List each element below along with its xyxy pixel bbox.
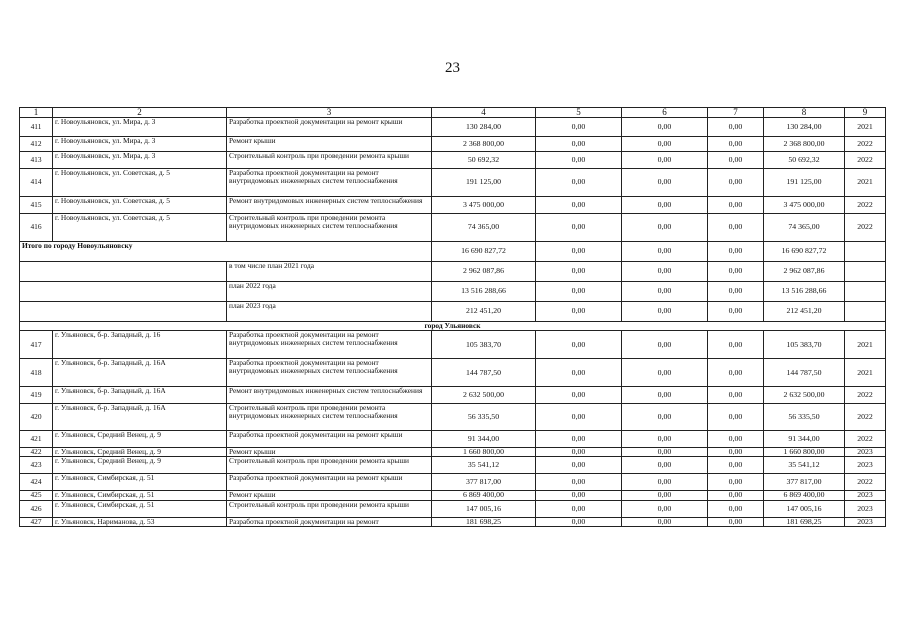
col-header: 9 xyxy=(845,108,886,118)
total-cost-cell: 2 632 500,00 xyxy=(432,387,536,404)
address-cell: г. Новоульяновск, ул. Мира, д. 3 xyxy=(53,152,227,169)
cost-col8-cell: 91 344,00 xyxy=(764,431,845,448)
work-type-cell: Строительный контроль при проведении ремонта крыши xyxy=(227,500,432,517)
cost-col7-cell: 0,00 xyxy=(708,169,764,197)
cost-col5-cell: 0,00 xyxy=(536,517,622,526)
cost-col7-cell: 0,00 xyxy=(708,431,764,448)
year-cell: 2022 xyxy=(845,387,886,404)
row-number: 412 xyxy=(20,137,53,152)
cost-col7-cell: 0,00 xyxy=(708,118,764,137)
cost-col8-cell: 16 690 827,72 xyxy=(764,242,845,262)
cost-col5-cell: 0,00 xyxy=(536,214,622,242)
total-cost-cell: 105 383,70 xyxy=(432,331,536,359)
col-header: 6 xyxy=(622,108,708,118)
cost-col6-cell: 0,00 xyxy=(622,118,708,137)
row-number: 424 xyxy=(20,474,53,491)
cost-col6-cell: 0,00 xyxy=(622,359,708,387)
cost-col7-cell: 0,00 xyxy=(708,282,764,302)
table-row xyxy=(20,491,886,500)
work-type-cell: Строительный контроль при проведении ремонта внутридомовых инженерных систем теплоснабжения xyxy=(227,404,432,431)
work-type-cell: Ремонт крыши xyxy=(227,137,432,152)
cost-col5-cell: 0,00 xyxy=(536,197,622,214)
work-type-cell: Ремонт крыши xyxy=(227,448,432,457)
cost-col6-cell: 0,00 xyxy=(622,474,708,491)
cost-col6-cell: 0,00 xyxy=(622,387,708,404)
year-cell: 2023 xyxy=(845,491,886,500)
cost-col5-cell: 0,00 xyxy=(536,262,622,282)
cost-col8-cell: 1 660 800,00 xyxy=(764,448,845,457)
table-row xyxy=(20,359,886,387)
capital-repair-table xyxy=(19,107,886,527)
cost-col5-cell: 0,00 xyxy=(536,169,622,197)
blank-cell xyxy=(845,242,886,262)
cost-col6-cell: 0,00 xyxy=(622,404,708,431)
work-type-cell: Разработка проектной документации на ремонт внутридомовых инженерных систем теплоснабжения xyxy=(227,359,432,387)
cost-col6-cell: 0,00 xyxy=(622,491,708,500)
cost-col6-cell: 0,00 xyxy=(622,282,708,302)
cost-col5-cell: 0,00 xyxy=(536,137,622,152)
cost-col5-cell: 0,00 xyxy=(536,152,622,169)
work-type-cell: Разработка проектной документации на ремонт внутридомовых инженерных систем теплоснабжения xyxy=(227,331,432,359)
cost-col7-cell: 0,00 xyxy=(708,404,764,431)
cost-col8-cell: 56 335,50 xyxy=(764,404,845,431)
blank-cell xyxy=(845,262,886,282)
work-type-cell: Разработка проектной документации на ремонт крыши xyxy=(227,431,432,448)
table-row xyxy=(20,474,886,491)
address-cell: г. Новоульяновск, ул. Советская, д. 5 xyxy=(53,169,227,197)
total-cost-cell: 6 869 400,00 xyxy=(432,491,536,500)
cost-col8-cell: 6 869 400,00 xyxy=(764,491,845,500)
col-header: 4 xyxy=(432,108,536,118)
cost-col8-cell: 50 692,32 xyxy=(764,152,845,169)
cost-col6-cell: 0,00 xyxy=(622,169,708,197)
address-cell: г. Ульяновск, Нариманова, д. 53 xyxy=(53,517,227,526)
table-row xyxy=(20,387,886,404)
cost-col8-cell: 147 005,16 xyxy=(764,500,845,517)
row-number: 419 xyxy=(20,387,53,404)
cost-col6-cell: 0,00 xyxy=(622,302,708,322)
table-row xyxy=(20,137,886,152)
total-cost-cell: 191 125,00 xyxy=(432,169,536,197)
year-cell: 2023 xyxy=(845,448,886,457)
cost-col7-cell: 0,00 xyxy=(708,500,764,517)
cost-col5-cell: 0,00 xyxy=(536,282,622,302)
col-header: 2 xyxy=(53,108,227,118)
address-cell: г. Новоульяновск, ул. Мира, д. 3 xyxy=(53,118,227,137)
table-row xyxy=(20,517,886,526)
blank-cell xyxy=(845,282,886,302)
address-cell: г. Ульяновск, Симбирская, д. 51 xyxy=(53,500,227,517)
cost-col6-cell: 0,00 xyxy=(622,152,708,169)
total-cost-cell: 50 692,32 xyxy=(432,152,536,169)
row-number: 414 xyxy=(20,169,53,197)
address-cell: г. Ульяновск, б-р. Западный, д. 16А xyxy=(53,404,227,431)
cost-col6-cell: 0,00 xyxy=(622,197,708,214)
table-row xyxy=(20,169,886,197)
totals-sublabel: план 2023 года xyxy=(227,302,432,322)
cost-col5-cell: 0,00 xyxy=(536,404,622,431)
work-type-cell: Разработка проектной документации на ремонт крыши xyxy=(227,474,432,491)
total-cost-cell: 35 541,12 xyxy=(432,457,536,474)
address-cell: г. Новоульяновск, ул. Советская, д. 5 xyxy=(53,214,227,242)
blank-cell xyxy=(20,302,227,322)
table-row xyxy=(20,457,886,474)
page-number: 23 xyxy=(445,60,460,76)
cost-col8-cell: 35 541,12 xyxy=(764,457,845,474)
work-type-cell: Разработка проектной документации на ремонт внутридомовых инженерных систем теплоснабжения xyxy=(227,169,432,197)
cost-col6-cell: 0,00 xyxy=(622,431,708,448)
cost-col5-cell: 0,00 xyxy=(536,359,622,387)
work-type-cell: Строительный контроль при проведении ремонта внутридомовых инженерных систем теплоснабжения xyxy=(227,214,432,242)
total-cost-cell: 13 516 288,66 xyxy=(432,282,536,302)
cost-col5-cell: 0,00 xyxy=(536,500,622,517)
row-number: 413 xyxy=(20,152,53,169)
cost-col6-cell: 0,00 xyxy=(622,137,708,152)
address-cell: г. Ульяновск, б-р. Западный, д. 16А xyxy=(53,359,227,387)
address-cell: г. Ульяновск, б-р. Западный, д. 16А xyxy=(53,387,227,404)
cost-col7-cell: 0,00 xyxy=(708,448,764,457)
total-cost-cell: 144 787,50 xyxy=(432,359,536,387)
table-row xyxy=(20,214,886,242)
table-body xyxy=(20,108,886,527)
blank-cell xyxy=(20,262,227,282)
col-header: 8 xyxy=(764,108,845,118)
cost-col5-cell: 0,00 xyxy=(536,474,622,491)
cost-col7-cell: 0,00 xyxy=(708,242,764,262)
year-cell: 2023 xyxy=(845,457,886,474)
year-cell: 2022 xyxy=(845,431,886,448)
cost-col5-cell: 0,00 xyxy=(536,491,622,500)
year-cell: 2022 xyxy=(845,214,886,242)
table-row xyxy=(20,331,886,359)
cost-col8-cell: 2 962 087,86 xyxy=(764,262,845,282)
blank-cell xyxy=(20,282,227,302)
table-row xyxy=(20,431,886,448)
year-cell: 2021 xyxy=(845,169,886,197)
table-row xyxy=(20,448,886,457)
address-cell: г. Ульяновск, Симбирская, д. 51 xyxy=(53,474,227,491)
table-row xyxy=(20,118,886,137)
cost-col8-cell: 130 284,00 xyxy=(764,118,845,137)
cost-col5-cell: 0,00 xyxy=(536,431,622,448)
cost-col6-cell: 0,00 xyxy=(622,331,708,359)
table-row xyxy=(20,404,886,431)
year-cell: 2022 xyxy=(845,404,886,431)
col-header: 5 xyxy=(536,108,622,118)
total-cost-cell: 212 451,20 xyxy=(432,302,536,322)
cost-col8-cell: 191 125,00 xyxy=(764,169,845,197)
cost-col7-cell: 0,00 xyxy=(708,197,764,214)
cost-col8-cell: 3 475 000,00 xyxy=(764,197,845,214)
cost-col7-cell: 0,00 xyxy=(708,491,764,500)
address-cell: г. Ульяновск, Средний Венец, д. 9 xyxy=(53,457,227,474)
work-type-cell: Строительный контроль при проведении ремонта крыши xyxy=(227,457,432,474)
year-cell: 2023 xyxy=(845,500,886,517)
total-cost-cell: 130 284,00 xyxy=(432,118,536,137)
row-number: 416 xyxy=(20,214,53,242)
total-cost-cell: 16 690 827,72 xyxy=(432,242,536,262)
col-header: 3 xyxy=(227,108,432,118)
cost-col5-cell: 0,00 xyxy=(536,302,622,322)
cost-col8-cell: 212 451,20 xyxy=(764,302,845,322)
total-cost-cell: 377 817,00 xyxy=(432,474,536,491)
total-cost-cell: 1 660 800,00 xyxy=(432,448,536,457)
cost-col6-cell: 0,00 xyxy=(622,457,708,474)
cost-col6-cell: 0,00 xyxy=(622,517,708,526)
cost-col8-cell: 74 365,00 xyxy=(764,214,845,242)
table-row xyxy=(20,500,886,517)
cost-col7-cell: 0,00 xyxy=(708,331,764,359)
total-cost-cell: 2 962 087,86 xyxy=(432,262,536,282)
row-number: 420 xyxy=(20,404,53,431)
address-cell: г. Ульяновск, Симбирская, д. 51 xyxy=(53,491,227,500)
total-cost-cell: 147 005,16 xyxy=(432,500,536,517)
cost-col8-cell: 2 368 800,00 xyxy=(764,137,845,152)
cost-col8-cell: 144 787,50 xyxy=(764,359,845,387)
row-number: 426 xyxy=(20,500,53,517)
work-type-cell: Ремонт внутридомовых инженерных систем теплоснабжения xyxy=(227,387,432,404)
address-cell: г. Новоульяновск, ул. Советская, д. 5 xyxy=(53,197,227,214)
city-section-title: город Ульяновск xyxy=(20,322,886,331)
cost-col6-cell: 0,00 xyxy=(622,448,708,457)
work-type-cell: Ремонт крыши xyxy=(227,491,432,500)
row-number: 415 xyxy=(20,197,53,214)
year-cell: 2022 xyxy=(845,137,886,152)
cost-col8-cell: 181 698,25 xyxy=(764,517,845,526)
cost-col6-cell: 0,00 xyxy=(622,500,708,517)
cost-col6-cell: 0,00 xyxy=(622,262,708,282)
cost-col5-cell: 0,00 xyxy=(536,448,622,457)
total-cost-cell: 91 344,00 xyxy=(432,431,536,448)
cost-col5-cell: 0,00 xyxy=(536,118,622,137)
cost-col7-cell: 0,00 xyxy=(708,359,764,387)
totals-row xyxy=(20,262,886,282)
totals-label: Итого по городу Новоульяновску xyxy=(20,242,432,262)
row-number: 427 xyxy=(20,517,53,526)
cost-col5-cell: 0,00 xyxy=(536,387,622,404)
col-header: 1 xyxy=(20,108,53,118)
totals-sublabel: план 2022 года xyxy=(227,282,432,302)
year-cell: 2021 xyxy=(845,359,886,387)
address-cell: г. Ульяновск, Средний Венец, д. 9 xyxy=(53,448,227,457)
cost-col7-cell: 0,00 xyxy=(708,474,764,491)
cost-col7-cell: 0,00 xyxy=(708,457,764,474)
cost-col7-cell: 0,00 xyxy=(708,137,764,152)
row-number: 417 xyxy=(20,331,53,359)
table-row xyxy=(20,152,886,169)
year-cell: 2021 xyxy=(845,331,886,359)
header-row xyxy=(20,108,886,118)
cost-col7-cell: 0,00 xyxy=(708,302,764,322)
total-cost-cell: 56 335,50 xyxy=(432,404,536,431)
table-row xyxy=(20,197,886,214)
totals-row xyxy=(20,242,886,262)
cost-col7-cell: 0,00 xyxy=(708,214,764,242)
address-cell: г. Ульяновск, Средний Венец, д. 9 xyxy=(53,431,227,448)
cost-col8-cell: 13 516 288,66 xyxy=(764,282,845,302)
year-cell: 2023 xyxy=(845,517,886,526)
col-header: 7 xyxy=(708,108,764,118)
blank-cell xyxy=(845,302,886,322)
row-number: 423 xyxy=(20,457,53,474)
total-cost-cell: 3 475 000,00 xyxy=(432,197,536,214)
cost-col5-cell: 0,00 xyxy=(536,457,622,474)
cost-col6-cell: 0,00 xyxy=(622,242,708,262)
row-number: 422 xyxy=(20,448,53,457)
cost-col7-cell: 0,00 xyxy=(708,152,764,169)
year-cell: 2022 xyxy=(845,474,886,491)
cost-col7-cell: 0,00 xyxy=(708,387,764,404)
cost-col7-cell: 0,00 xyxy=(708,262,764,282)
address-cell: г. Ульяновск, б-р. Западный, д. 16 xyxy=(53,331,227,359)
work-type-cell: Разработка проектной документации на ремонт xyxy=(227,517,432,526)
work-type-cell: Строительный контроль при проведении ремонта крыши xyxy=(227,152,432,169)
cost-col8-cell: 2 632 500,00 xyxy=(764,387,845,404)
totals-row xyxy=(20,302,886,322)
totals-sublabel: в том числе план 2021 года xyxy=(227,262,432,282)
totals-row xyxy=(20,282,886,302)
year-cell: 2022 xyxy=(845,197,886,214)
work-type-cell: Разработка проектной документации на ремонт крыши xyxy=(227,118,432,137)
total-cost-cell: 2 368 800,00 xyxy=(432,137,536,152)
city-section-row xyxy=(20,322,886,331)
cost-col6-cell: 0,00 xyxy=(622,214,708,242)
address-cell: г. Новоульяновск, ул. Мира, д. 3 xyxy=(53,137,227,152)
cost-col5-cell: 0,00 xyxy=(536,331,622,359)
row-number: 418 xyxy=(20,359,53,387)
row-number: 421 xyxy=(20,431,53,448)
total-cost-cell: 74 365,00 xyxy=(432,214,536,242)
cost-col5-cell: 0,00 xyxy=(536,242,622,262)
row-number: 411 xyxy=(20,118,53,137)
row-number: 425 xyxy=(20,491,53,500)
work-type-cell: Ремонт внутридомовых инженерных систем теплоснабжения xyxy=(227,197,432,214)
cost-col7-cell: 0,00 xyxy=(708,517,764,526)
cost-col8-cell: 105 383,70 xyxy=(764,331,845,359)
year-cell: 2022 xyxy=(845,152,886,169)
cost-col8-cell: 377 817,00 xyxy=(764,474,845,491)
total-cost-cell: 181 698,25 xyxy=(432,517,536,526)
year-cell: 2021 xyxy=(845,118,886,137)
